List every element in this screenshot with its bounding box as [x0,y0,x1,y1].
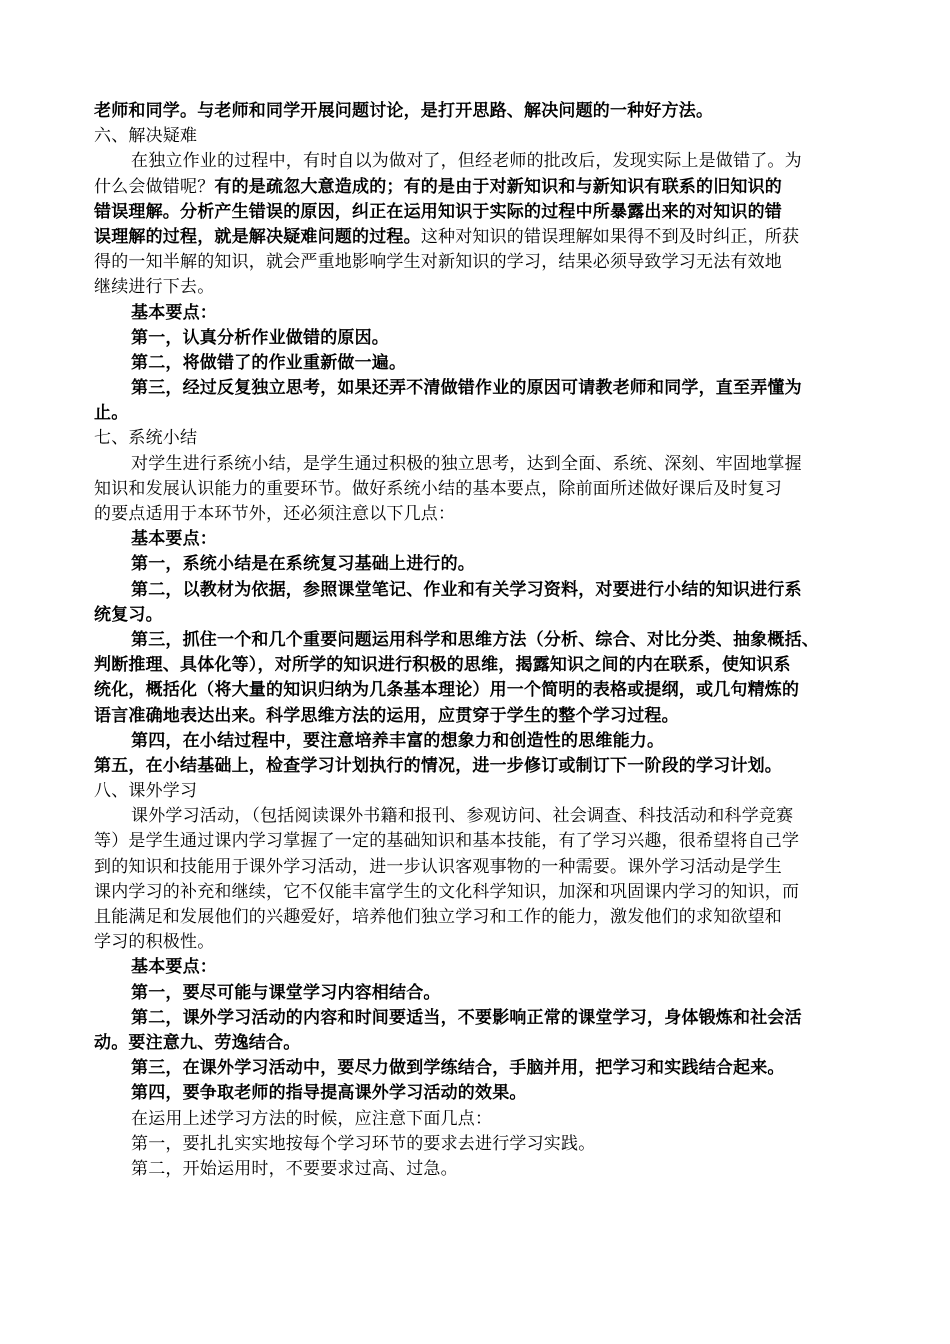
text-segment: 这种对知识的错误理解如果得不到及时纠正，所获 [420,226,800,247]
text-line [94,1056,862,1081]
text-line [94,124,862,149]
text-line [94,1157,862,1182]
text-line [94,855,862,880]
text-segment: 知识和发展认识能力的重要环节。做好系统小结的基本要点，除前面所述做好课后及时复习 [94,478,782,499]
text-line [94,1107,862,1132]
text-segment: 课外学习活动，（包括阅读课外书籍和报刊、参观访问、社会调查、科技活动和科学竞赛 [131,806,794,827]
text-segment: 第一，系统小结是在系统复习基础上进行的。 [131,554,475,575]
text-line [94,527,862,552]
text-segment: 什么会做错呢？ [94,176,215,197]
text-segment: 六、解决疑难 [94,126,198,147]
text-line [94,426,862,451]
text-segment: 第二，将做错了的作业重新做一遍。 [131,352,407,373]
text-segment: 等）是学生通过课内学习掌握了一定的基础知识和基本技能，有了学习兴趣，很希望将自己学 [94,831,800,852]
text-line [94,1006,862,1031]
document-page [94,99,862,1182]
text-segment: 语言准确地表达出来。科学思维方法的运用，应贯穿于学生的整个学习过程。 [94,705,679,726]
text-segment: 第一，要扎扎实实地按每个学习环节的要求去进行学习实践。 [131,1133,596,1154]
text-segment: 继续进行下去。 [94,277,215,298]
text-line [94,578,862,603]
text-segment: 在运用上述学习方法的时候，应注意下面几点： [131,1108,493,1129]
text-line [94,955,862,980]
text-line [94,225,862,250]
text-segment: 统化，概括化（将大量的知识归纳为几条基本理论）用一个简明的表格或提纲，或几句精炼的 [94,680,800,701]
text-line [94,1132,862,1157]
text-line [94,754,862,779]
text-segment: 第三，在课外学习活动中，要尽力做到学练结合，手脑并用，把学习和实践结合起来。 [131,1058,785,1079]
text-segment: 八、课外学习 [94,781,198,802]
text-line [94,880,862,905]
text-segment: 且能满足和发展他们的兴趣爱好，培养他们独立学习和工作的能力，激发他们的求知欲望和 [94,907,782,927]
text-segment: 判断推理、具体化等），对所学的知识进行积极的思维，揭露知识之间的内在联系，使知识系 [94,655,791,676]
text-line [94,1081,862,1106]
text-line [94,981,862,1006]
text-segment: 基本要点： [131,529,217,550]
text-segment: 学习的积极性。 [94,932,215,953]
text-segment: 统复习。 [94,604,163,625]
text-line [94,326,862,351]
text-line [94,829,862,854]
text-line [94,905,862,930]
text-segment: 第一，要尽可能与课堂学习内容相结合。 [131,982,441,1003]
text-line [94,502,862,527]
text-segment: 老师和同学。与老师和同学开展问题讨论，是打开思路、解决问题的一种好方法。 [94,101,714,121]
text-segment: 第二，以教材为依据，参照课堂笔记、作业和有关学习资料，对要进行小结的知识进行系 [131,579,802,600]
text-line [94,250,862,275]
text-segment: 误理解的过程，就是解决疑难问题的过程。 [94,226,421,247]
text-segment: 到的知识和技能用于课外学习活动，进一步认识客观事物的一种需要。课外学习活动是学生 [94,856,782,877]
text-line [94,452,862,477]
text-segment: 的要点适用于本环节外，还必须注意以下几点： [94,504,456,524]
text-line [94,99,862,124]
text-segment: 得的一知半解的知识，就会严重地影响学生对新知识的学习，结果必须导致学习无法有效地 [94,252,782,273]
text-line [94,1031,862,1056]
text-line [94,401,862,426]
text-segment: 第二，课外学习活动的内容和时间要适当，不要影响正常的课堂学习，身体锻炼和社会活 [131,1007,802,1028]
text-segment: 第四，在小结过程中，要注意培养丰富的想象力和创造性的思维能力。 [131,730,665,751]
text-line [94,678,862,703]
text-segment: 第四，要争取老师的指导提高课外学习活动的效果。 [131,1083,527,1104]
text-line [94,930,862,955]
text-line [94,275,862,300]
text-line [94,301,862,326]
text-segment: 止。 [94,403,129,424]
text-line [94,477,862,502]
text-line [94,704,862,729]
text-line [94,200,862,225]
text-line [94,779,862,804]
text-segment: 第一，认真分析作业做错的原因。 [131,327,389,348]
text-line [94,603,862,628]
text-segment: 第五，在小结基础上，检查学习计划执行的情况，进一步修订或制订下一阶段的学习计划。 [94,755,782,776]
text-line [94,351,862,376]
text-segment: 动。要注意九、劳逸结合。 [94,1032,301,1053]
text-line [94,552,862,577]
text-line [94,804,862,829]
text-segment: 基本要点： [131,302,217,323]
text-line [94,376,862,401]
text-segment: 有的是疏忽大意造成的；有的是由于对新知识和与新知识有联系的旧知识的 [214,176,783,197]
text-segment: 在独立作业的过程中，有时自以为做对了，但经老师的批改后，发现实际上是做错了。为 [131,151,802,172]
text-line [94,729,862,754]
text-segment: 第三，经过反复独立思考，如果还弄不清做错作业的原因可请教老师和同学，直至弄懂为 [131,378,802,399]
text-line [94,149,862,174]
text-line [94,653,862,678]
text-segment: 课内学习的补充和继续，它不仅能丰富学生的文化科学知识，加深和巩固课内学习的知识，而 [94,881,800,902]
text-line [94,175,862,200]
text-segment: 基本要点： [131,957,217,978]
text-segment: 对学生进行系统小结，是学生通过积极的独立思考，达到全面、系统、深刻、牢固地掌握 [131,453,802,474]
text-segment: 七、系统小结 [94,428,198,449]
text-segment: 第二，开始运用时，不要要求过高、过急。 [131,1158,458,1179]
text-segment: 第三，抓住一个和几个重要问题运用科学和思维方法（分析、综合、对比分类、抽象概括、 [131,629,819,650]
text-segment: 错误理解。分析产生错误的原因，纠正在运用知识于实际的过程中所暴露出来的对知识的错 [94,201,782,222]
text-line [94,628,862,653]
